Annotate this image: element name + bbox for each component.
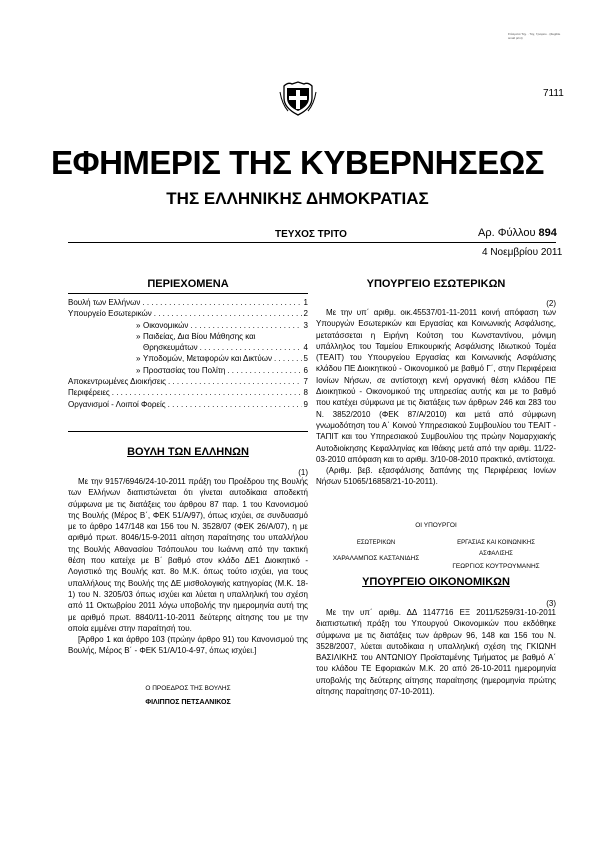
toc-heading: ΠΕΡΙΕΧΟΜΕΝΑ bbox=[147, 278, 229, 290]
gazette-title: ΕΦΗΜΕΡΙΣ ΤΗΣ ΚΥΒΕΡΝΗΣΕΩΣ bbox=[51, 144, 544, 181]
esoterikon-heading bbox=[316, 278, 556, 290]
signer-block bbox=[441, 538, 551, 572]
toc-item: Υπουργείο Εσωτερικών . . . 2 bbox=[68, 308, 308, 319]
toc-item: » Οικονομικών . . . 3 bbox=[68, 320, 308, 331]
vouli-paragraph: [Άρθρο 1 και άρθρο 103 (πρώην άρθρο 91) του Κανονισμού της Βουλής, Μέρος Β΄ - ΦΕΚ 51/Α/10-4-97, όπως ισχύει.] bbox=[68, 635, 308, 656]
coat-of-arms-icon bbox=[278, 78, 318, 118]
toc-item: Οργανισμοί - Λοιποί Φορείς . . . 9 bbox=[68, 399, 308, 410]
oikonomikon-paragraph: Με την υπ΄ αριθμ. ΔΔ 1147716 ΕΞ 2011/5259/31-10-2011 διαπιστωτική πράξη του Υπουργού Οικονομικών που εκδόθηκε σύμφωνα με τις διατάξεις των άρθρων 96, 148 και 156 του Ν. 3528/2007, λύεται αυτοδίκαια η υπαλληλική σχέση της ΓΚΙΩΝΗ ΒΑΣΙΛΙΚΗΣ του ΑΝΤΩΝΙΟΥ Προϊσταμένης Τμήματος με βαθμό Α΄ του κλάδου ΤΕ Εφοριακών Μ.Κ. 20 από 26-10-2011 ημερομηνία υποβολής της δεύτερης αίτησης παραίτησης (ημερομηνία πρώτης αίτησης παραίτησης 07-10-2011). bbox=[316, 608, 556, 697]
esoterikon-paragraph: Με την υπ΄ αριθμ. οικ.45537/01-11-2011 κοινή απόφαση των Υπουργών Εσωτερικών και Εργασίας και Κοινωνικής Ασφάλισης, μετατάσσεται η Ειρήνη Κούτση του Κωνσταντίνου, μόνιμη υπάλληλος του Ταμείου Επικουρικής Ασφάλισης Ιδιωτικού Τομέα (ΤΕΑΙΤ) του Υπουργείου Εργασίας και Κοινωνικής Ασφάλισης κλάδου ΠΕ Διοικητικού - Οικονομικού με βαθμό Γ΄, στην Περιφέρεια Ιονίων Νήσων, σε αντίστοιχη κενή οργανική θέση κλάδου ΠΕ Διοικητικού - Οικονομικού της υπηρεσίας αυτής και με το βαθμό που κατέχει σύμφωνα με τις διατάξεις των άρθρων 246 και 283 του Ν. 3852/2010 (ΦΕΚ 87/Α/2010) και μετά από σύμφωνη γνωμοδότηση του Α΄ Κοινού Υπηρεσιακού Συμβουλίου του ΤΕΑΙΤ - ΤΑΠΙΤ και του Υπηρεσιακού Συμβουλίου της πρώην Νομαρχιακής Αυτοδιοίκησης Κεφαλληνίας και Ιθάκης μετά από την αριθμ. 11/22-03-2010 απόφαση και το αριθμ. 3/10-08-2010 πρακτικό, αντίστοιχα. bbox=[316, 308, 556, 464]
vouli-body bbox=[68, 476, 308, 657]
signer-role: ΕΣΩΤΕΡΙΚΩΝ bbox=[356, 540, 396, 546]
esoterikon-paragraph: (Αριθμ. βεβ. εξασφάλισης δαπάνης της Περιφέρειας Ιονίων Νήσων 51065/16858/21-10-2011). bbox=[316, 466, 556, 487]
esoterikon-signers bbox=[316, 538, 556, 572]
oikonomikon-body bbox=[316, 607, 556, 697]
toc-item: Αποκεντρωμένες Διοικήσεις . . . 7 bbox=[68, 376, 308, 387]
esoterikon-sign-title: ΟΙ ΥΠΟΥΡΓΟΙ bbox=[415, 522, 457, 529]
vouli-number: (1) bbox=[298, 468, 308, 477]
esoterikon-heading-text: ΥΠΟΥΡΓΕΙΟ ΕΣΩΤΕΡΙΚΩΝ bbox=[366, 278, 506, 290]
vouli-heading: ΒΟΥΛΗ ΤΩΝ ΕΛΛΗΝΩΝ bbox=[127, 446, 249, 458]
sheet-label: Αρ. Φύλλου bbox=[478, 227, 536, 239]
vouli-sign-title: Ο ΠΡΟΕΔΡΟΣ ΤΗΣ ΒΟΥΛΗΣ bbox=[145, 685, 231, 692]
toc-rule bbox=[68, 293, 308, 294]
issue-date: 4 Νοεμβρίου 2011 bbox=[482, 247, 563, 258]
issue-label: ΤΕΥΧΟΣ ΤΡΙΤΟ bbox=[275, 229, 347, 240]
toc-item: » Παιδείας, Δια Βίου Μάθησης και bbox=[136, 331, 256, 341]
toc-item: » Προστασίας του Πολίτη . . . 6 bbox=[68, 365, 308, 376]
toc-item: Περιφέρειες . . . 8 bbox=[68, 387, 308, 398]
signer-name: ΧΑΡΑΛΑΜΠΟΣ ΚΑΣΤΑΝΙΔΗΣ bbox=[332, 555, 420, 563]
toc-item: » Υποδομών, Μεταφορών και Δικτύων . . . 5 bbox=[68, 353, 308, 364]
sheet-number-line bbox=[478, 227, 557, 239]
header-rule bbox=[68, 242, 556, 243]
corner-info: Στάλματα Ταχ. · Ταχ. Γραφείο · (illegible small print) bbox=[508, 32, 561, 40]
sheet-number: 894 bbox=[538, 227, 557, 239]
esoterikon-body bbox=[316, 307, 556, 488]
oikonomikon-number: (3) bbox=[546, 599, 556, 608]
page-number: 7111 bbox=[543, 88, 564, 99]
esoterikon-number: (2) bbox=[546, 299, 556, 308]
toc-bottom-rule bbox=[68, 431, 308, 432]
toc-item: Βουλή των Ελλήνων . . . 1 bbox=[68, 297, 308, 308]
vouli-paragraph: Με την 9157/6946/24-10-2011 πράξη του Προέδρου της Βουλής των Ελλήνων διαπιστώνεται ότι γίνεται αυτοδίκαια αποδεκτή σύμφωνα με τις διατάξεις του άρθρου 87 παρ. 1 του Κανονισμού της Βουλής (Μέρος Β΄, ΦΕΚ 51/Α/97), όπως ισχύει, σε συνδυασμό με το άρθρο 147/148 και 156 του Ν. 3528/07 (ΦΕΚ 26/Α/07), η με αριθμό πρωτ. 8046/15-9-2011 αίτηση παραίτησης του υπαλλήλου της Βουλής Αθανασίου Τσόπουλου του Ιωάννη από την τακτική θέση που κατείχε με Β΄ βαθμό στον κλάδο ΔΕ1 Διοικητικό - Λογιστικό της Βουλής κατ. 8ο Μ.Κ. όπως τούτο ισχύει, για τους υπαλλήλους της Βουλής της ΔΕ μισθολογικής κατηγορίας (Μ.Κ. 18-1) του Ν. 3205/03 όπως ισχύει και λύεται η υπαλληλική του σχέση από 11 Οκτωβρίου 2011 λόγω υποβολής την ημερομηνία αυτή της με αριθμό πρωτ. 8840/11-10-2011 δεύτερης αίτησης του με την οποία εμμένει στην παραίτησή του. bbox=[68, 477, 308, 633]
signer-role: ΕΡΓΑΣΙΑΣ ΚΑΙ ΚΟΙΝΩΝΙΚΗΣ ΑΣΦΑΛΙΣΗΣ bbox=[457, 540, 535, 558]
signer-block bbox=[321, 538, 431, 572]
toc-list bbox=[68, 297, 308, 410]
vouli-sign-name: ΦΙΛΙΠΠΟΣ ΠΕΤΣΑΛΝΙΚΟΣ bbox=[145, 699, 231, 706]
gazette-subtitle: ΤΗΣ ΕΛΛΗΝΙΚΗΣ ΔΗΜΟΚΡΑΤΙΑΣ bbox=[166, 189, 429, 208]
oikonomikon-heading: ΥΠΟΥΡΓΕΙΟ ΟΙΚΟΝΟΜΙΚΩΝ bbox=[362, 576, 510, 588]
toc-item: Θρησκευμάτων . . . 4 bbox=[68, 342, 308, 353]
signer-name: ΓΕΩΡΓΙΟΣ ΚΟΥΤΡΟΥΜΑΝΗΣ bbox=[452, 562, 540, 570]
